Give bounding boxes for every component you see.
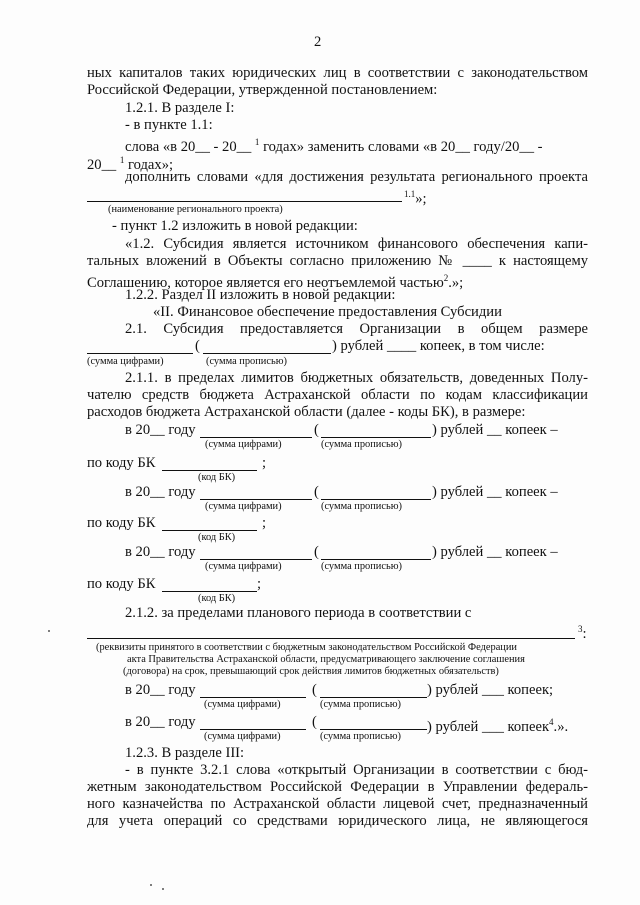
text-line: [578, 621, 587, 643]
field-caption: (сумма прописью): [206, 356, 287, 367]
text-line: дополнить словами «для достижения результата регионального проекта: [125, 169, 588, 185]
fill-line: [87, 353, 193, 354]
footnote-marker: 1: [254, 137, 260, 147]
field-caption: акта Правительства Астраханской области, предусматривающего заключение соглашения: [127, 654, 525, 665]
text-fragment: (: [314, 484, 319, 500]
text-line: [404, 186, 427, 208]
field-caption: (сумма цифрами): [205, 439, 282, 450]
text-fragment: .».: [553, 719, 569, 735]
text-fragment: ;: [262, 455, 267, 471]
fill-line: [321, 499, 431, 500]
field-caption: (сумма прописью): [320, 699, 401, 710]
fill-line: [321, 437, 431, 438]
text-line: чателю средств бюджета Астраханской области по кодам классификации: [87, 387, 588, 403]
fill-line: [200, 437, 312, 438]
text-fragment: в 20__ году: [125, 682, 196, 698]
text-fragment: ) рублей ___ копеек: [427, 719, 550, 735]
footnote-marker: 2: [443, 273, 449, 283]
field-caption: (сумма цифрами): [87, 356, 164, 367]
fill-line: [162, 530, 257, 531]
fill-line: [320, 697, 427, 698]
text-line: расходов бюджета Астраханской области (далее - коды БК), в размере:: [87, 404, 526, 420]
text-line: 2.1.1. в пределах лимитов бюджетных обязательств, доведенных Полу-: [125, 370, 588, 386]
text-fragment: »;: [415, 191, 427, 207]
text-fragment: в 20__ году: [125, 422, 196, 438]
footnote-marker: 3: [578, 624, 583, 634]
text-fragment: ;: [262, 515, 267, 531]
text-fragment: ) рублей __ копеек –: [432, 484, 558, 500]
field-caption: (сумма прописью): [321, 439, 402, 450]
scan-speck: [48, 630, 50, 632]
field-caption: (сумма прописью): [321, 561, 402, 572]
text-fragment: (: [314, 544, 319, 560]
text-line: «II. Финансовое обеспечение предоставления Субсидии: [153, 304, 502, 320]
text-line: - в пункте 1.1:: [125, 117, 213, 133]
text-fragment: ) рублей ____ копеек, в том числе:: [332, 338, 545, 354]
field-caption: (код БК): [198, 593, 236, 604]
text-line: 1.2.2. Раздел II изложить в новой редакции:: [125, 287, 396, 303]
text-line: 1.2.1. В разделе I:: [125, 100, 235, 116]
text-fragment: (: [312, 682, 317, 698]
text-fragment: по коду БК: [87, 576, 156, 592]
fill-line: [200, 697, 306, 698]
text-fragment: в 20__ году: [125, 544, 196, 560]
text-line: 1.2.3. В разделе III:: [125, 745, 245, 761]
text-line: «1.2. Субсидия является источником финансового обеспечения капи-: [125, 236, 588, 252]
field-caption: (сумма прописью): [320, 731, 401, 742]
fill-line: [203, 353, 331, 354]
text-fragment: ) рублей ___ копеек;: [427, 682, 554, 698]
text-fragment: слова «в 20__ - 20__: [125, 139, 252, 155]
text-line: 2.1.2. за пределами планового периода в соответствии с: [125, 605, 472, 621]
fill-line: [162, 470, 257, 471]
fill-line: [320, 729, 427, 730]
scan-speck: [162, 888, 164, 890]
text-line: Российской Федерации, утвержденной постановлением:: [87, 82, 438, 98]
field-caption: (код БК): [198, 472, 236, 483]
text-fragment: в 20__ году: [125, 714, 196, 730]
text-line: - пункт 1.2 изложить в новой редакции:: [112, 218, 358, 234]
text-line: тальных вложений в Объекты согласно приложению № ____ к настоящему: [87, 253, 588, 269]
text-fragment: :: [582, 626, 587, 642]
text-line: ных капиталов таких юридических лиц в соответствии с законодательством: [87, 65, 588, 81]
scan-speck: [150, 884, 152, 886]
text-fragment: в 20__ году: [125, 484, 196, 500]
footnote-marker: 1.1: [404, 189, 416, 199]
text-fragment: (: [314, 422, 319, 438]
text-fragment: ;: [257, 576, 262, 592]
field-caption: (сумма цифрами): [204, 699, 281, 710]
text-line: 2.1. Субсидия предоставляется Организации в общем размере: [125, 321, 588, 337]
text-line: - в пункте 3.2.1 слова «открытый Организации в соответствии с бюд-: [125, 762, 588, 778]
text-line: [125, 134, 543, 156]
field-caption: (код БК): [198, 532, 236, 543]
field-caption: (наименование регионального проекта): [108, 204, 283, 215]
text-fragment: (: [195, 338, 200, 354]
field-caption: (сумма цифрами): [205, 561, 282, 572]
fill-line: [87, 638, 575, 639]
page-number: 2: [314, 34, 322, 50]
fill-line: [200, 499, 312, 500]
field-caption: (сумма цифрами): [204, 731, 281, 742]
fill-line: [87, 201, 402, 202]
text-fragment: по коду БК: [87, 455, 156, 471]
text-fragment: по коду БК: [87, 515, 156, 531]
fill-line: [200, 729, 306, 730]
field-caption: (договора) на срок, превышающий срок действия лимитов бюджетных обязательств): [123, 666, 499, 677]
text-fragment: (: [312, 714, 317, 730]
footnote-marker: 4: [549, 717, 554, 727]
field-caption: (сумма прописью): [321, 501, 402, 512]
text-line: ного казначейства по Астраханской области лицевой счет, предназначенный: [87, 796, 588, 812]
text-fragment: 20__: [87, 157, 117, 173]
field-caption: (сумма цифрами): [205, 501, 282, 512]
text-fragment: ) рублей __ копеек –: [432, 422, 558, 438]
text-fragment: ) рублей __ копеек –: [432, 544, 558, 560]
text-fragment: годах» заменить словами «в 20__ году/20__ -: [263, 139, 543, 155]
text-fragment: .»;: [448, 275, 464, 291]
text-line: [427, 714, 568, 736]
footnote-marker: 1: [119, 155, 125, 165]
text-fragment: годах»;: [128, 157, 174, 173]
text-line: для учета операций со средствами юридического лица, не являющегося: [87, 813, 588, 829]
fill-line: [321, 559, 431, 560]
field-caption: (реквизиты принятого в соответствии с бюджетным законодательством Российской Федерации: [96, 642, 517, 653]
text-fragment: Соглашению, которое является его неотъемлемой частью: [87, 275, 444, 291]
fill-line: [162, 591, 257, 592]
fill-line: [200, 559, 312, 560]
text-line: жетным законодательством Российской Федерации в Управлении федераль-: [87, 779, 588, 795]
